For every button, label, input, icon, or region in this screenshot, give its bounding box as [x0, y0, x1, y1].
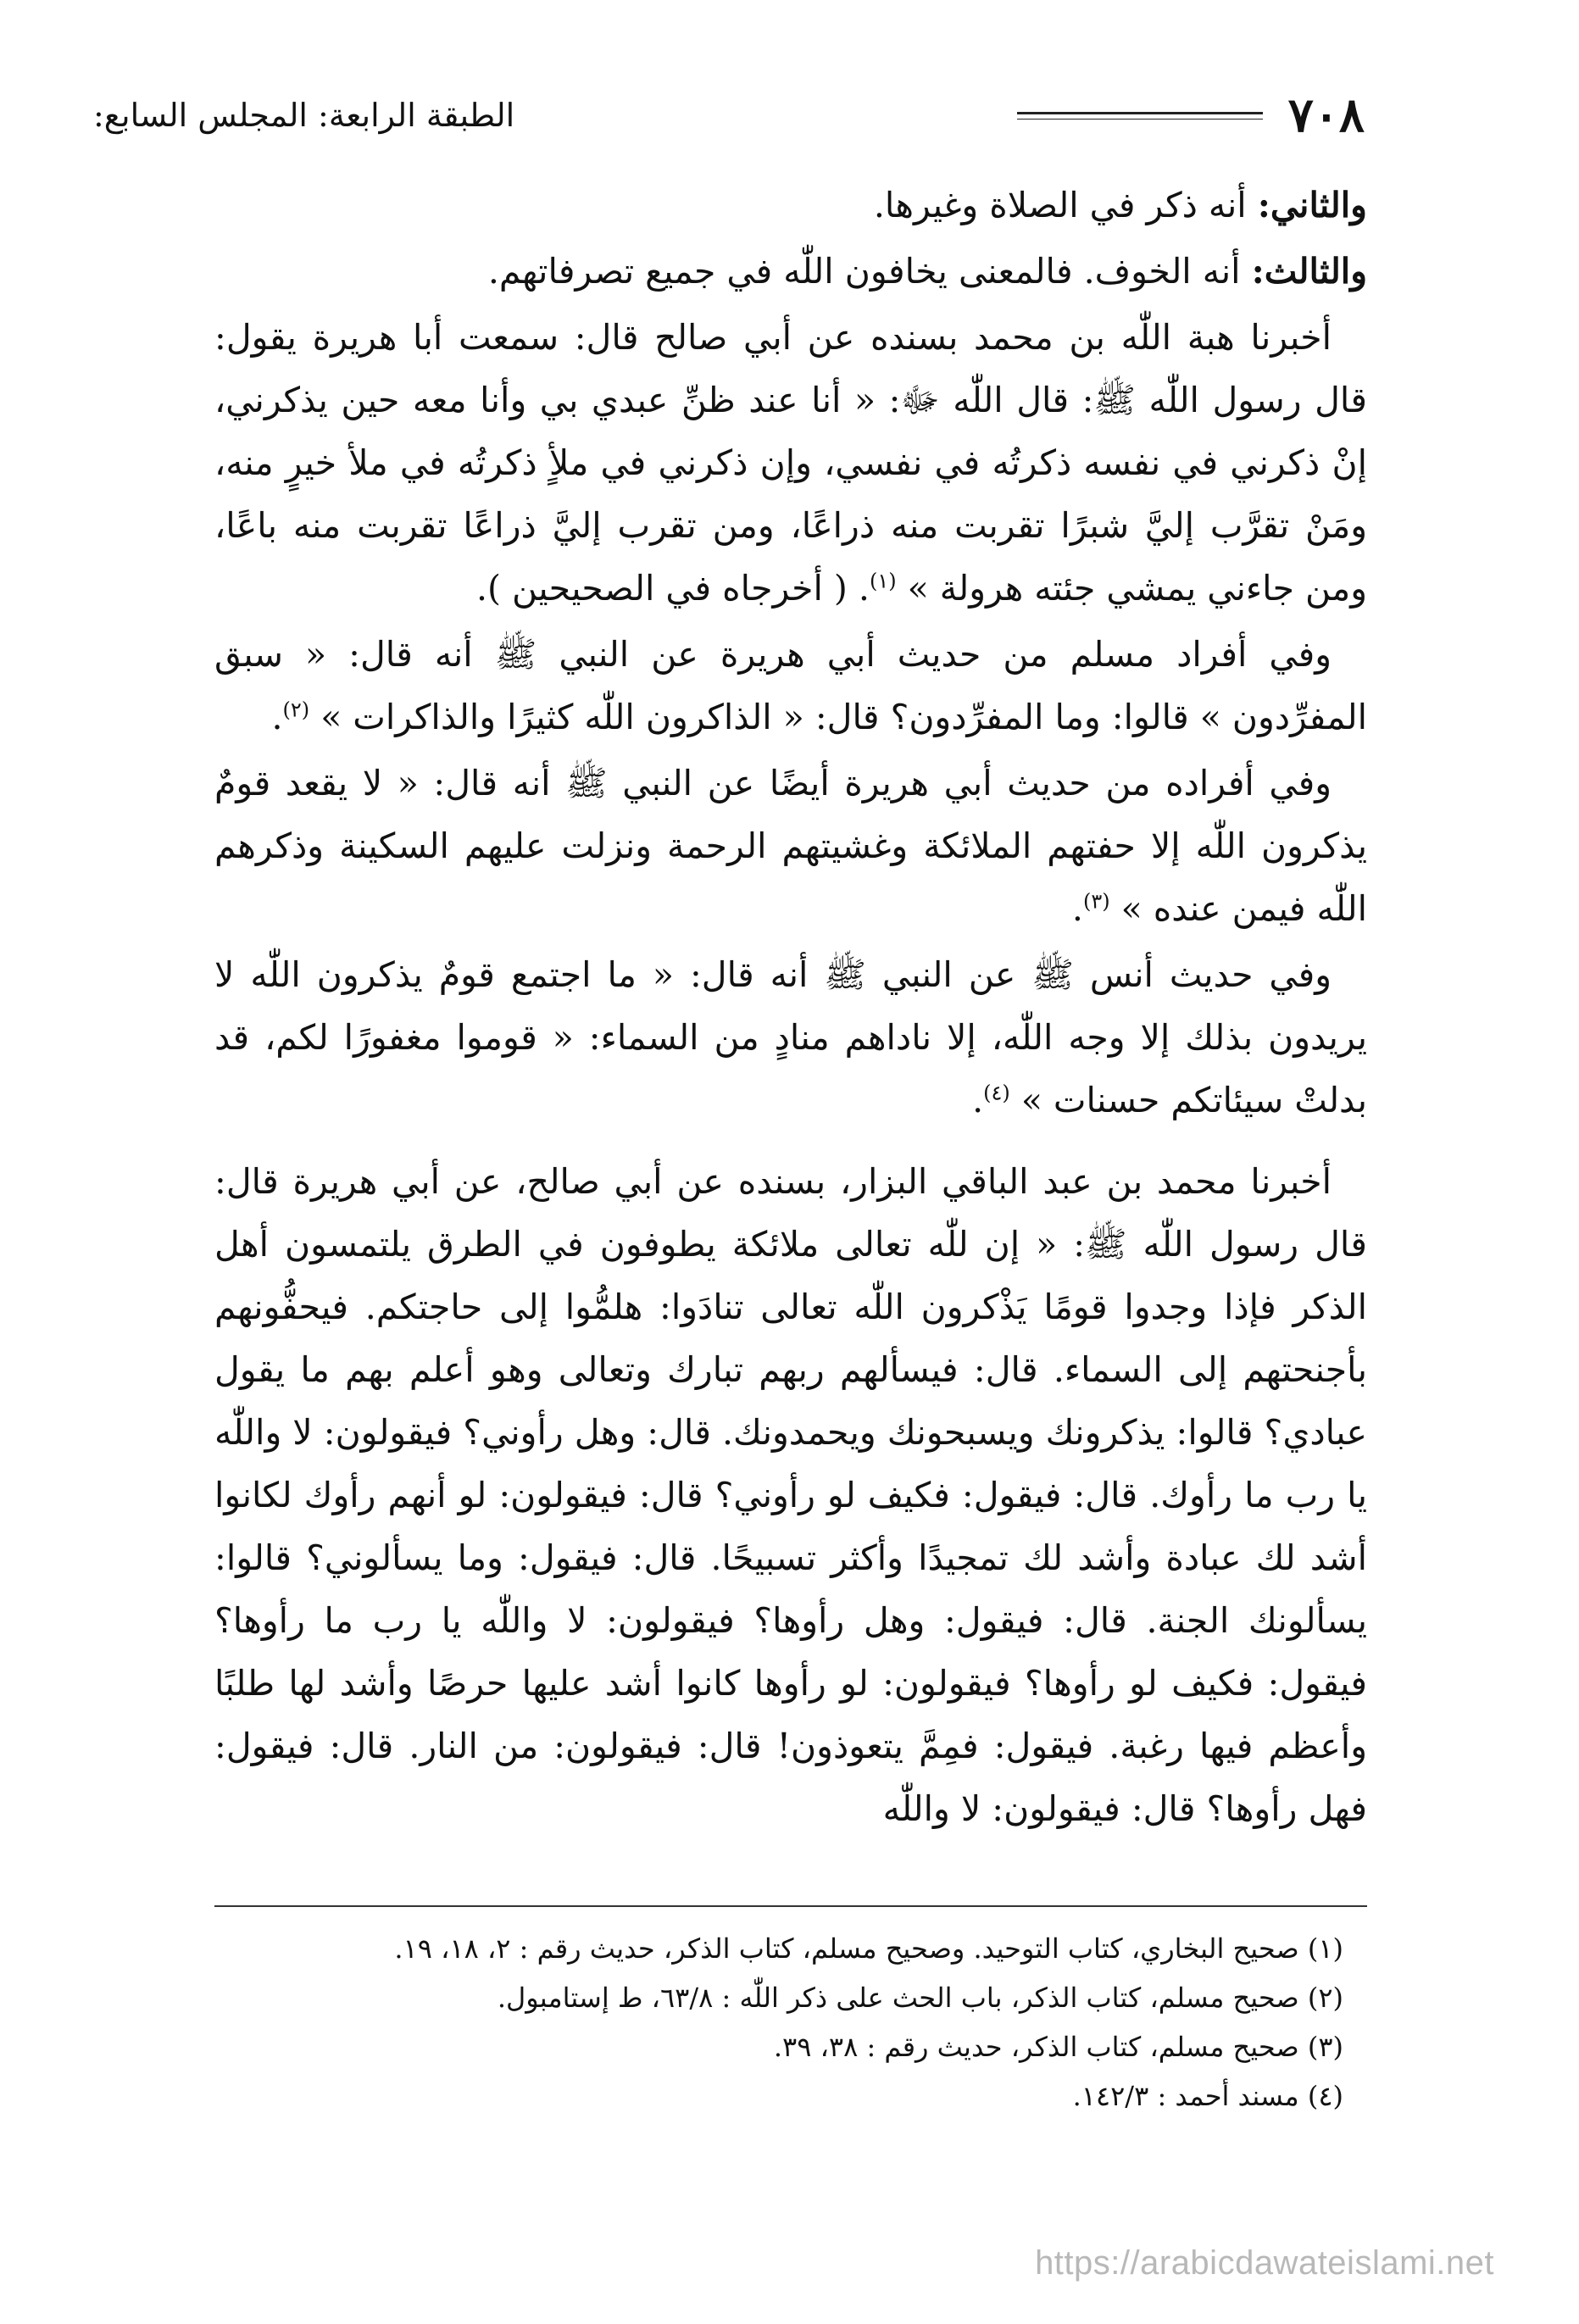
- footnote-marker: (٣): [1082, 889, 1110, 914]
- paragraph: [214, 752, 1367, 940]
- footnote: (٣) صحيح مسلم، كتاب الذكر، حديث رقم : ٣٨، ٣٩.: [773, 2031, 1343, 2063]
- running-title: الطبقة الرابعة: المجلس السابع:: [93, 97, 515, 134]
- page-number: ٧٠٨: [1287, 87, 1365, 143]
- paragraph-text: . ( أخرجاه في الصحيحين ).: [475, 568, 870, 609]
- paragraph-lead: والثالث:: [1251, 251, 1367, 292]
- paragraph-lead: والثاني:: [1257, 185, 1367, 225]
- header-divider: [1017, 112, 1263, 114]
- watermark-url: https://arabicdawateislami.net: [1035, 2244, 1494, 2282]
- paragraph: [214, 174, 1367, 236]
- paragraph: [214, 623, 1367, 748]
- paragraph-text: أنه ذكر في الصلاة وغيرها.: [873, 185, 1258, 225]
- footnotes: [214, 1924, 1367, 2121]
- footnote-marker: (٤): [983, 1081, 1010, 1105]
- paragraph: [214, 1150, 1367, 1840]
- paragraph-text: .: [1071, 888, 1083, 929]
- paragraph-text: وفي أفراده من حديث أبي هريرة أيضًا عن النبي ﷺ أنه قال: « لا يقعد قومٌ يذكرون اللّٰه إلا حفتهم الملائكة وغشيتهم الرحمة ونزلت عليهم السكينة وذكرهم اللّٰه فيمن عنده »: [214, 763, 1367, 929]
- paragraph-text: أخبرنا محمد بن عبد الباقي البزار، بسنده عن أبي صالح، عن أبي هريرة قال: قال رسول اللّٰه ﷺ: « إن للّٰه تعالى ملائكة يطوفون في الطرق يلتمسون أهل الذكر فإذا وجدوا قومًا يَذْكرون اللّٰه تعالى تنادَوا: هلمُّوا إلى حاجتكم. فيحفُّونهم بأجنحتهم إلى السماء. قال: فيسألهم ربهم تبارك وتعالى وهو أعلم بهم ما يقول عبادي؟ قالوا: يذكرونك ويسبحونك ويحمدونك. قال: وهل رأوني؟ فيقولون: لا واللّٰه يا رب ما رأوك. قال: فيقول: فكيف لو رأوني؟ قال: فيقولون: لو أنهم رأوك لكانوا أشد لك عبادة وأشد لك تمجيدًا وأكثر تسبيحًا. قال: فيقول: وما يسألوني؟ قالوا: يسألونك الجنة. قال: فيقول: وهل رأوها؟ فيقولون: لا واللّٰه يا رب ما رأوها؟ فيقول: فكيف لو رأوها؟ فيقولون: لو رأوها كانوا أشد عليها حرصًا وأشد لها طلبًا وأعظم فيها رغبة. فيقول: فمِمَّ يتعوذون! قال: فيقولون: من النار. قال: فيقول: فهل رأوها؟ قال: فيقولون: لا واللّٰه: [214, 1161, 1368, 1829]
- paragraph-text: وفي حديث أنس ﷺ عن النبي ﷺ أنه قال: « ما اجتمع قومٌ يذكرون اللّٰه لا يريدون بذلك إلا وجه اللّٰه، إلا ناداهم منادٍ من السماء: « قوموا مغفورًا لكم، قد بدلتْ سيئاتكم حسنات »: [214, 954, 1367, 1120]
- paragraph-text: أخبرنا هبة اللّٰه بن محمد بسنده عن أبي صالح قال: سمعت أبا هريرة يقول: قال رسول اللّٰه ﷺ: قال اللّٰه ﷻ: « أنا عند ظنِّ عبدي بي وأنا معه حين يذكرني، إنْ ذكرني في نفسه ذكرتُه في نفسي، وإن ذكرني في ملأٍ ذكرتُه في ملأ خيرٍ منه، ومَنْ تقرَّب إليَّ شبرًا تقربت منه ذراعًا، ومن تقرب إليَّ ذراعًا تقربت منه باعًا، ومن جاءني يمشي جئته هرولة »: [214, 317, 1367, 609]
- main-text: [214, 174, 1367, 1843]
- paragraph-text: وفي أفراد مسلم من حديث أبي هريرة عن النبي ﷺ أنه قال: « سبق المفرِّدون » قالوا: وما المفرِّدون؟ قال: « الذاكرون اللّٰه كثيرًا والذاكرات »: [214, 634, 1367, 737]
- footnote: (٤) مسند أحمد : ١٤٢/٣.: [1072, 2080, 1343, 2112]
- paragraph-text: .: [271, 697, 283, 737]
- running-header: [93, 81, 1365, 149]
- paragraph: [214, 943, 1367, 1131]
- footnote-divider: [214, 1905, 1367, 1907]
- footnote: (٢) صحيح مسلم، كتاب الذكر، باب الحث على ذكر اللّٰه : ٦٣/٨، ط إستامبول.: [497, 1982, 1343, 2014]
- paragraph: [214, 306, 1367, 620]
- paragraph: [214, 240, 1367, 303]
- footnote-marker: (١): [869, 569, 897, 593]
- footnote-marker: (٢): [282, 698, 310, 722]
- paragraph-text: أنه الخوف. فالمعنى يخافون اللّٰه في جميع تصرفاتهم.: [487, 251, 1252, 292]
- footnote: (١) صحيح البخاري، كتاب التوحيد. وصحيح مسلم، كتاب الذكر، حديث رقم : ٢، ١٨، ١٩.: [394, 1932, 1343, 1965]
- paragraph-text: .: [972, 1080, 984, 1120]
